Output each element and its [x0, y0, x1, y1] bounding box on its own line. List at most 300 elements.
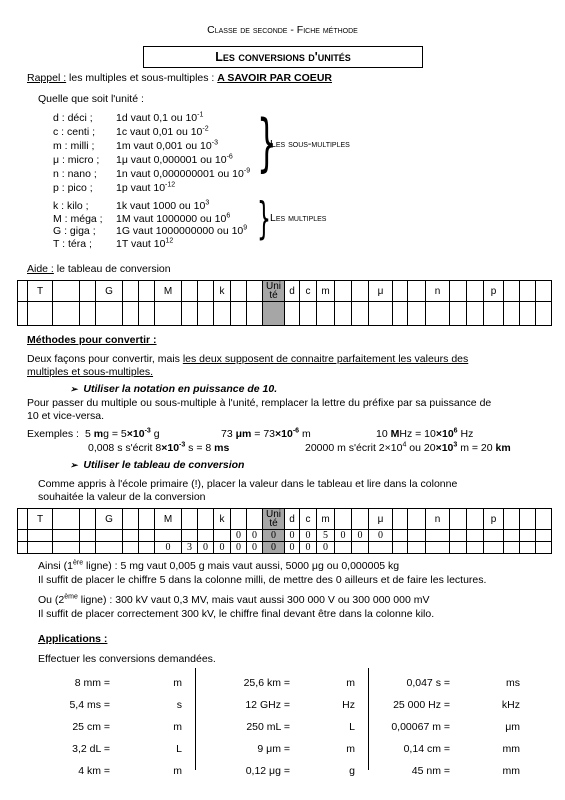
- table-cell: 0: [247, 542, 263, 554]
- table-cell: [467, 542, 484, 554]
- table-cell: [123, 542, 139, 554]
- table-cell: 0: [285, 530, 300, 542]
- table-header-cell: [182, 509, 198, 530]
- table-cell: [123, 530, 139, 542]
- aide-line: [27, 263, 171, 275]
- table-cell: [504, 542, 520, 554]
- ex-part: km: [495, 442, 511, 454]
- deux-line1: [27, 353, 468, 365]
- table-cell: [53, 542, 80, 554]
- table-header-cell: [352, 509, 369, 530]
- table-header-cell: M: [155, 509, 182, 530]
- table-cell: 0: [155, 542, 182, 554]
- exercise-unit: m: [346, 677, 355, 689]
- effectuer-text: Effectuer les conversions demandées.: [38, 653, 216, 665]
- prefix-exponent: -12: [165, 181, 176, 189]
- table-cell: [214, 530, 231, 542]
- table-cell: [335, 302, 352, 326]
- prefix-value-text: 1μ vaut 0,000001 ou 10: [116, 154, 227, 166]
- table-cell: [285, 302, 300, 326]
- table-cell: [536, 302, 552, 326]
- ex-part: g = 5: [103, 428, 127, 440]
- ex-part: ×10: [161, 442, 180, 454]
- ex-part: ou 20: [406, 442, 436, 454]
- exercise-prompt: 3,2 dL =: [72, 743, 110, 755]
- ainsi-line: [38, 560, 399, 572]
- table-header-cell: c: [300, 281, 317, 302]
- ex-part: μm: [235, 428, 252, 440]
- table-cell: [53, 302, 80, 326]
- prefix-value: [116, 213, 230, 225]
- example-mhz: [376, 428, 473, 440]
- exercise-prompt: 9 μm =: [257, 743, 290, 755]
- table-header-row: [18, 281, 552, 302]
- table-header-cell: [139, 281, 155, 302]
- table-header-cell: Uni té: [263, 281, 285, 302]
- prefix-value: [116, 182, 175, 194]
- page-title: Les conversions d'unités: [143, 46, 423, 68]
- prefix-exponent: -1: [197, 111, 204, 119]
- table-header-cell: M: [155, 281, 182, 302]
- table-header-cell: [123, 509, 139, 530]
- header: Classe de seconde - Fiche méthode: [207, 24, 358, 36]
- table-cell: [369, 542, 393, 554]
- table-cell: 0: [214, 542, 231, 554]
- table-cell: [139, 530, 155, 542]
- table-cell: [18, 542, 28, 554]
- table-cell: 0: [369, 530, 393, 542]
- ex-part: -6: [292, 427, 300, 435]
- table-header-cell: d: [285, 281, 300, 302]
- ex-part: -3: [179, 441, 186, 449]
- submultiples-label: Les sous-multiples: [270, 138, 350, 150]
- exercise-prompt: 45 nm =: [411, 765, 450, 777]
- table-cell: [96, 542, 123, 554]
- rappel-label: Rappel :: [27, 72, 67, 84]
- table-header-cell: m: [317, 281, 335, 302]
- table-cell: [155, 530, 182, 542]
- ex-part: 10: [376, 428, 391, 440]
- table-cell: 0: [300, 530, 317, 542]
- table-cell: [231, 302, 247, 326]
- prefix-value-text: 1c vaut 0,01 ou 10: [116, 126, 203, 138]
- table-row: [18, 530, 552, 542]
- exercise-prompt: 0,12 μg =: [245, 765, 290, 777]
- table-cell: [520, 530, 536, 542]
- prefix-name: M : méga ;: [53, 212, 103, 225]
- table-cell: [300, 302, 317, 326]
- table-header-cell: [335, 509, 352, 530]
- table-header-cell: c: [300, 509, 317, 530]
- rappel-line: [27, 72, 332, 84]
- ex-part: ×10: [435, 442, 454, 454]
- prefix-value: [116, 126, 209, 138]
- prefix-value-text: 1T vaut 10: [116, 237, 166, 250]
- table-cell: [18, 302, 28, 326]
- table-header-cell: n: [426, 509, 450, 530]
- example-km: [305, 442, 511, 454]
- table-header-cell: [536, 509, 552, 530]
- table-cell: [53, 530, 80, 542]
- ou-line: [38, 594, 429, 606]
- exercise-prompt: 0,14 cm =: [403, 743, 450, 755]
- prefix-value: [116, 140, 218, 152]
- comme-line2: souhaitée la valeur de la conversion: [38, 491, 206, 503]
- column-divider: [195, 668, 196, 770]
- exercise-prompt: 25 000 Hz =: [393, 699, 450, 711]
- exemples-label: Exemples :: [27, 428, 79, 440]
- table-cell: [198, 302, 214, 326]
- bullet-tableau: [70, 459, 244, 471]
- table-header-cell: μ: [369, 281, 393, 302]
- table-cell: [28, 302, 53, 326]
- table-header-cell: k: [214, 509, 231, 530]
- table-header-cell: n: [426, 281, 450, 302]
- ainsi-sup: ère: [73, 559, 84, 567]
- prefix-name: k : kilo ;: [53, 200, 89, 212]
- table-header-cell: [467, 509, 484, 530]
- table-header-cell: [504, 509, 520, 530]
- prefix-exponent: -9: [243, 167, 251, 175]
- table-cell: [393, 542, 408, 554]
- table-cell: [520, 542, 536, 554]
- table-header-cell: [18, 509, 28, 530]
- ex-part: 4: [402, 441, 407, 449]
- prefix-name: G : giga ;: [53, 225, 96, 237]
- example-um: [221, 428, 311, 440]
- table-header-cell: [53, 281, 80, 302]
- table-cell: [536, 530, 552, 542]
- comme-line1: Comme appris à l'école primaire (!), placer la valeur dans le tableau et lire dans la colonne: [38, 478, 458, 490]
- ainsi-part: Ainsi (1: [38, 560, 74, 572]
- arrow-icon: ➢: [70, 384, 78, 394]
- table-header-cell: [18, 281, 28, 302]
- prefix-exponent: 6: [226, 212, 231, 219]
- rappel-text: les multiples et sous-multiples :: [66, 72, 218, 84]
- prefix-exponent: 12: [165, 237, 174, 244]
- ex-part: g: [150, 428, 160, 440]
- table-header-cell: T: [28, 281, 53, 302]
- prefix-value-text: 1M vaut 1000000 ou 10: [116, 212, 227, 225]
- table-header-cell: [182, 281, 198, 302]
- prefix-value: [116, 154, 233, 166]
- exercise-prompt: 25 cm =: [72, 721, 110, 733]
- ex-part: ×10: [275, 428, 293, 440]
- exercise-prompt: 12 GHz =: [245, 699, 290, 711]
- table-cell: 0: [263, 542, 285, 554]
- multiples-label: Les multiples: [270, 212, 327, 224]
- table-header-cell: d: [285, 509, 300, 530]
- prefix-exponent: -3: [211, 139, 218, 147]
- exercise-unit: kHz: [501, 699, 520, 711]
- prefix-exponent: 9: [243, 224, 248, 232]
- bullet-tableau-text: Utiliser le tableau de conversion: [83, 459, 245, 471]
- methodes-heading: Méthodes pour convertir :: [27, 334, 157, 346]
- table-header-cell: [450, 509, 467, 530]
- suffit-line2: Il suffit de placer correctement 300 kV, le chiffre final devant être dans la colonne kilo.: [38, 608, 435, 620]
- exercise-unit: g: [349, 765, 355, 777]
- exercise-prompt: 250 mL =: [246, 721, 290, 733]
- ex-part: m = 20: [457, 442, 496, 454]
- table-cell: [263, 302, 285, 326]
- table-header-cell: m: [317, 509, 335, 530]
- prefix-value: [116, 225, 247, 237]
- table-header-cell: [53, 509, 80, 530]
- table-cell: [393, 530, 408, 542]
- table-cell: 0: [247, 530, 263, 542]
- exercise-unit: mm: [502, 765, 520, 777]
- table-header-cell: [408, 509, 426, 530]
- table-cell: [393, 302, 408, 326]
- table-row: [18, 542, 552, 554]
- quelle-text: Quelle que soit l'unité :: [38, 93, 144, 105]
- table-cell: [426, 302, 450, 326]
- exercise-prompt: 4 km =: [78, 765, 110, 777]
- table-header-cell: [139, 509, 155, 530]
- prefix-name: d : déci ;: [53, 112, 93, 124]
- table-cell: 0: [231, 542, 247, 554]
- prefix-name: μ : micro ;: [53, 154, 100, 166]
- table-header-cell: Uni té: [263, 509, 285, 530]
- table-cell: [369, 302, 393, 326]
- ex-part: s = 8: [185, 442, 215, 454]
- table-header-cell: [80, 281, 96, 302]
- table-cell: [504, 530, 520, 542]
- table-cell: 0: [300, 542, 317, 554]
- exercise-unit: L: [349, 721, 355, 733]
- table-header-cell: μ: [369, 509, 393, 530]
- table-cell: 3: [182, 542, 198, 554]
- deux-line2: multiples et sous-multiples.: [27, 366, 154, 378]
- table-header-cell: [408, 281, 426, 302]
- example-mg: [85, 428, 160, 440]
- table-cell: [182, 530, 198, 542]
- table-cell: [80, 542, 96, 554]
- table-cell: 0: [335, 530, 352, 542]
- exercise-unit: ms: [506, 677, 520, 689]
- table-cell: [450, 542, 467, 554]
- ex-part: ×10: [435, 428, 454, 440]
- prefix-value: [116, 238, 173, 250]
- ex-part: Hz = 10: [399, 428, 436, 440]
- prefix-name: c : centi ;: [53, 126, 96, 138]
- table-header-cell: p: [484, 281, 504, 302]
- prefix-exponent: -2: [202, 125, 209, 133]
- table-header-cell: T: [28, 509, 53, 530]
- table-cell: 0: [285, 542, 300, 554]
- table-cell: [504, 302, 520, 326]
- prefix-value-text: 1n vaut 0,000000001 ou 10: [116, 168, 244, 180]
- example-ms: [88, 442, 229, 454]
- pp-line2: 10 et vice-versa.: [27, 410, 105, 422]
- table-cell: [198, 530, 214, 542]
- table-header-cell: [247, 281, 263, 302]
- table-cell: 0: [231, 530, 247, 542]
- table-cell: [139, 542, 155, 554]
- table-cell: [182, 302, 198, 326]
- table-cell: [426, 542, 450, 554]
- table-cell: [352, 302, 369, 326]
- table-cell: [155, 302, 182, 326]
- table-cell: [18, 530, 28, 542]
- prefix-name: p : pico ;: [53, 182, 93, 194]
- brace-multiples: }: [257, 193, 271, 244]
- table-cell: [139, 302, 155, 326]
- table-cell: [123, 302, 139, 326]
- column-divider: [368, 668, 369, 770]
- exercise-unit: m: [173, 765, 182, 777]
- table-cell: 0: [317, 542, 335, 554]
- ex-part: 6: [453, 427, 458, 435]
- prefix-value-text: 1p vaut 10: [116, 182, 166, 194]
- table-cell: [450, 302, 467, 326]
- deux-underlined: les deux supposent de connaitre parfaitement les valeurs des: [182, 353, 469, 365]
- table-header-cell: G: [96, 281, 123, 302]
- table-header-cell: p: [484, 509, 504, 530]
- table-cell: [96, 530, 123, 542]
- ex-part: 5: [85, 428, 94, 440]
- bullet-puissance-text: Utiliser la notation en puissance de 10.: [83, 383, 278, 395]
- table-header-cell: [198, 509, 214, 530]
- table-cell: [484, 302, 504, 326]
- table-header-cell: [520, 281, 536, 302]
- ex-part: ms: [214, 442, 230, 454]
- exercise-unit: m: [173, 721, 182, 733]
- table-header-cell: [504, 281, 520, 302]
- table-cell: [467, 302, 484, 326]
- table-cell: [214, 302, 231, 326]
- conversion-table: [17, 280, 552, 326]
- prefix-value-text: 1G vaut 1000000000 ou 10: [116, 225, 244, 237]
- table-header-cell: G: [96, 509, 123, 530]
- table-cell: [352, 542, 369, 554]
- table-cell: [247, 302, 263, 326]
- suffit-line1: Il suffit de placer le chiffre 5 dans la colonne milli, de mettre des 0 ailleurs et de faire les lectures.: [38, 574, 487, 586]
- table-cell: [467, 530, 484, 542]
- table-cell: 0: [263, 530, 285, 542]
- aide-text: le tableau de conversion: [53, 263, 171, 275]
- table-header-cell: [352, 281, 369, 302]
- prefix-exponent: -6: [226, 153, 233, 161]
- exercise-unit: μm: [505, 721, 520, 733]
- exercise-prompt: 0,047 s =: [406, 677, 450, 689]
- brace-submultiples: }: [257, 106, 277, 179]
- prefix-value: [116, 168, 250, 180]
- prefix-exponent: 3: [205, 199, 210, 207]
- exercise-unit: L: [176, 743, 182, 755]
- table-header-cell: [467, 281, 484, 302]
- table-cell: [408, 542, 426, 554]
- table-cell: 0: [198, 542, 214, 554]
- table-cell: [408, 530, 426, 542]
- table-cell: [80, 530, 96, 542]
- table-cell: 0: [352, 530, 369, 542]
- ex-part: ×10: [126, 428, 145, 440]
- arrow-icon: ➢: [70, 460, 78, 470]
- exercise-prompt: 25,6 km =: [243, 677, 290, 689]
- table-header-cell: [536, 281, 552, 302]
- table-header-cell: [520, 509, 536, 530]
- prefix-value-text: 1d vaut 0,1 ou 10: [116, 112, 198, 124]
- table-cell: [484, 542, 504, 554]
- prefix-name: T : téra ;: [53, 237, 92, 250]
- table-header-cell: [450, 281, 467, 302]
- ex-part: M: [390, 428, 400, 440]
- table-header-cell: [393, 281, 408, 302]
- ou-sup: ème: [64, 593, 78, 601]
- table-cell: [28, 542, 53, 554]
- exercise-prompt: 5,4 ms =: [69, 699, 110, 711]
- ainsi-part: ligne) : 5 mg vaut 0,005 g mais vaut aussi, 5000 μg ou 0,000005 kg: [83, 560, 400, 572]
- exercise-unit: Hz: [342, 699, 355, 711]
- table-header-cell: [393, 509, 408, 530]
- rappel-emph: A SAVOIR PAR COEUR: [217, 72, 332, 84]
- table-cell: [408, 302, 426, 326]
- table-cell: 5: [317, 530, 335, 542]
- ex-part: 3: [453, 441, 458, 449]
- exercise-unit: mm: [502, 743, 520, 755]
- pp-line1: Pour passer du multiple ou sous-multiple à l'unité, remplacer la lettre du préfixe par sa puissance de: [27, 397, 492, 409]
- ex-part: m: [93, 428, 104, 440]
- table-header-cell: [80, 509, 96, 530]
- table-cell: [484, 530, 504, 542]
- ex-part: -3: [144, 427, 151, 435]
- table-cell: [450, 530, 467, 542]
- table-header-cell: [198, 281, 214, 302]
- table-header-cell: [231, 509, 247, 530]
- prefix-name: n : nano ;: [53, 168, 97, 180]
- exercise-prompt: 8 mm =: [74, 677, 110, 689]
- ex-part: 0,008 s s'écrit 8: [88, 442, 162, 454]
- table-header-cell: [231, 281, 247, 302]
- aide-label: Aide :: [27, 263, 54, 275]
- ex-part: m: [299, 428, 311, 440]
- prefix-value: [116, 112, 203, 124]
- table-row: [18, 302, 552, 326]
- table-cell: [520, 302, 536, 326]
- ou-part: Ou (2: [38, 594, 65, 606]
- conversion-table-filled: [17, 508, 552, 554]
- prefix-value-text: 1k vaut 1000 ou 10: [116, 200, 206, 212]
- table-cell: [96, 302, 123, 326]
- table-cell: [536, 542, 552, 554]
- ex-part: 20000 m s'écrit 2×10: [305, 442, 403, 454]
- table-cell: [426, 530, 450, 542]
- table-header-cell: [335, 281, 352, 302]
- ou-part: ligne) : 300 kV vaut 0,3 MV, mais vaut aussi 300 000 V ou 300 000 000 mV: [77, 594, 430, 606]
- prefix-name: m : milli ;: [53, 140, 95, 152]
- ex-part: 73: [221, 428, 236, 440]
- table-cell: [28, 530, 53, 542]
- table-header-row: [18, 509, 552, 530]
- exercise-unit: m: [346, 743, 355, 755]
- applications-heading: Applications :: [38, 633, 108, 645]
- table-cell: [335, 542, 352, 554]
- ex-part: = 73: [251, 428, 276, 440]
- ex-part: Hz: [457, 428, 474, 440]
- prefix-value-text: 1m vaut 0,001 ou 10: [116, 140, 212, 152]
- exercise-prompt: 0,00067 m =: [391, 721, 450, 733]
- table-cell: [80, 302, 96, 326]
- table-header-cell: k: [214, 281, 231, 302]
- prefix-value: [116, 200, 209, 212]
- table-cell: [317, 302, 335, 326]
- table-header-cell: [123, 281, 139, 302]
- bullet-puissance: [70, 383, 277, 395]
- exercise-unit: s: [176, 699, 182, 711]
- exercise-unit: m: [173, 677, 182, 689]
- deux-text: Deux façons pour convertir, mais: [27, 353, 183, 365]
